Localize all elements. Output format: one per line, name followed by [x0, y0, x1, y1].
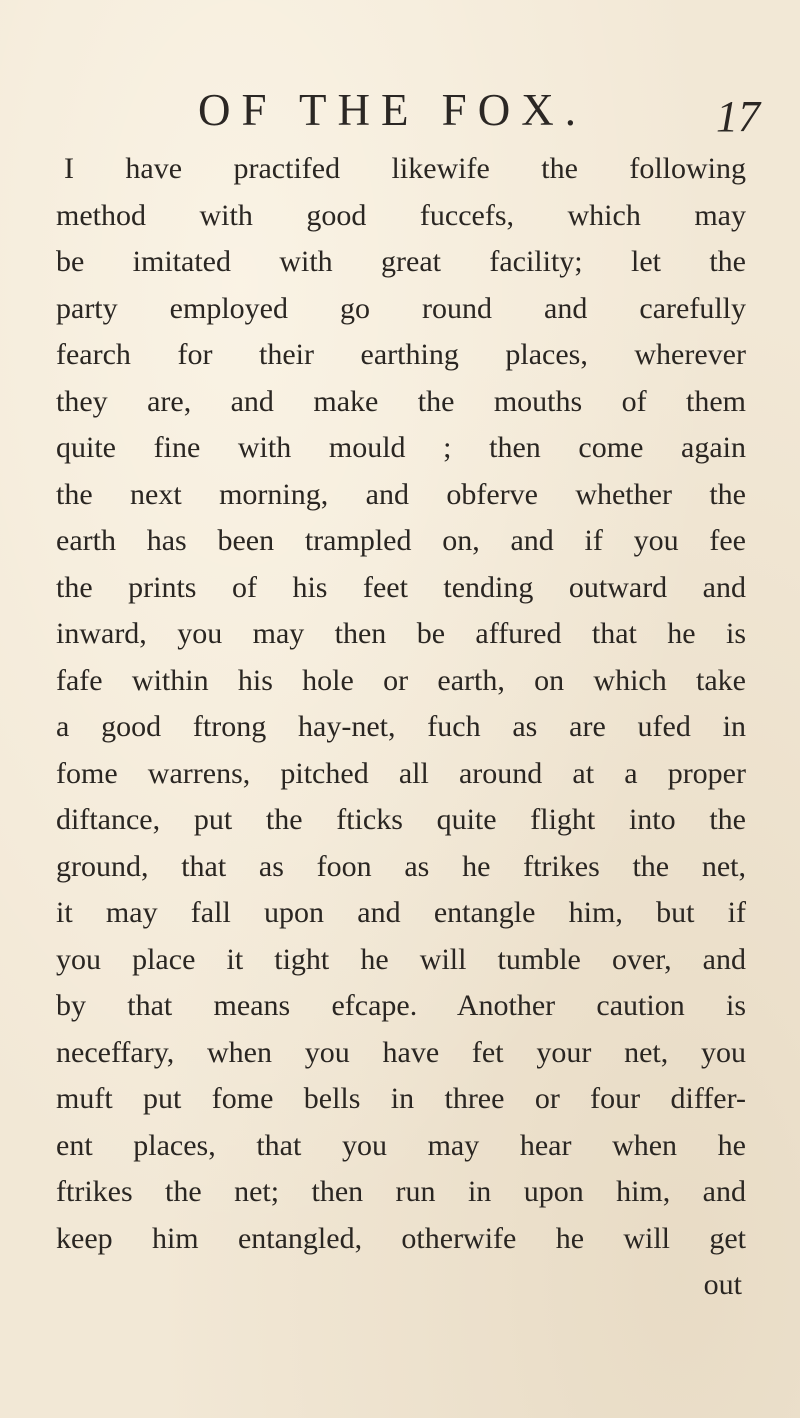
- text-line: they are, and make the mouths of them: [56, 384, 746, 418]
- text-line: party employed go round and carefully: [56, 291, 746, 325]
- text-line: I have practifed likewife the following: [64, 152, 746, 185]
- text-line: ftrikes the net; then run in upon him, and: [56, 1175, 746, 1208]
- text-line: the prints of his feet tending outward and: [56, 570, 746, 604]
- text-line: ent places, that you may hear when he: [56, 1128, 746, 1162]
- body-text: [56, 146, 746, 1309]
- text-line: muft put fome bells in three or four differ-: [56, 1082, 746, 1115]
- text-line: the next morning, and obferve whether the: [56, 477, 746, 511]
- text-line: quite fine with mould ; then come again: [56, 431, 746, 464]
- text-line: it may fall upon and entangle him, but if: [56, 896, 746, 929]
- page-number: 17: [716, 92, 760, 141]
- text-line: a good ftrong hay-net, fuch as are ufed in: [56, 710, 746, 743]
- text-line: inward, you may then be affured that he is: [56, 617, 746, 650]
- text-line: diftance, put the fticks quite flight into the: [56, 803, 746, 836]
- text-line: fearch for their earthing places, wherever: [56, 338, 746, 371]
- text-line: ground, that as foon as he ftrikes the net,: [56, 849, 746, 883]
- text-line: be imitated with great facility; let the: [56, 245, 746, 278]
- text-line: keep him entangled, otherwife he will get: [56, 1221, 746, 1255]
- text-line: fome warrens, pitched all around at a proper: [56, 756, 746, 790]
- running-head-title: OF THE FOX.: [198, 85, 587, 135]
- text-line: method with good fuccefs, which may: [56, 198, 746, 232]
- text-line: fafe within his hole or earth, on which take: [56, 663, 746, 697]
- catchword: out: [703, 1268, 742, 1301]
- text-line: earth has been trampled on, and if you fee: [56, 524, 746, 557]
- text-line: you place it tight he will tumble over, and: [56, 942, 746, 976]
- text-line: neceffary, when you have fet your net, you: [56, 1035, 746, 1069]
- text-line: by that means efcape. Another caution is: [56, 989, 746, 1022]
